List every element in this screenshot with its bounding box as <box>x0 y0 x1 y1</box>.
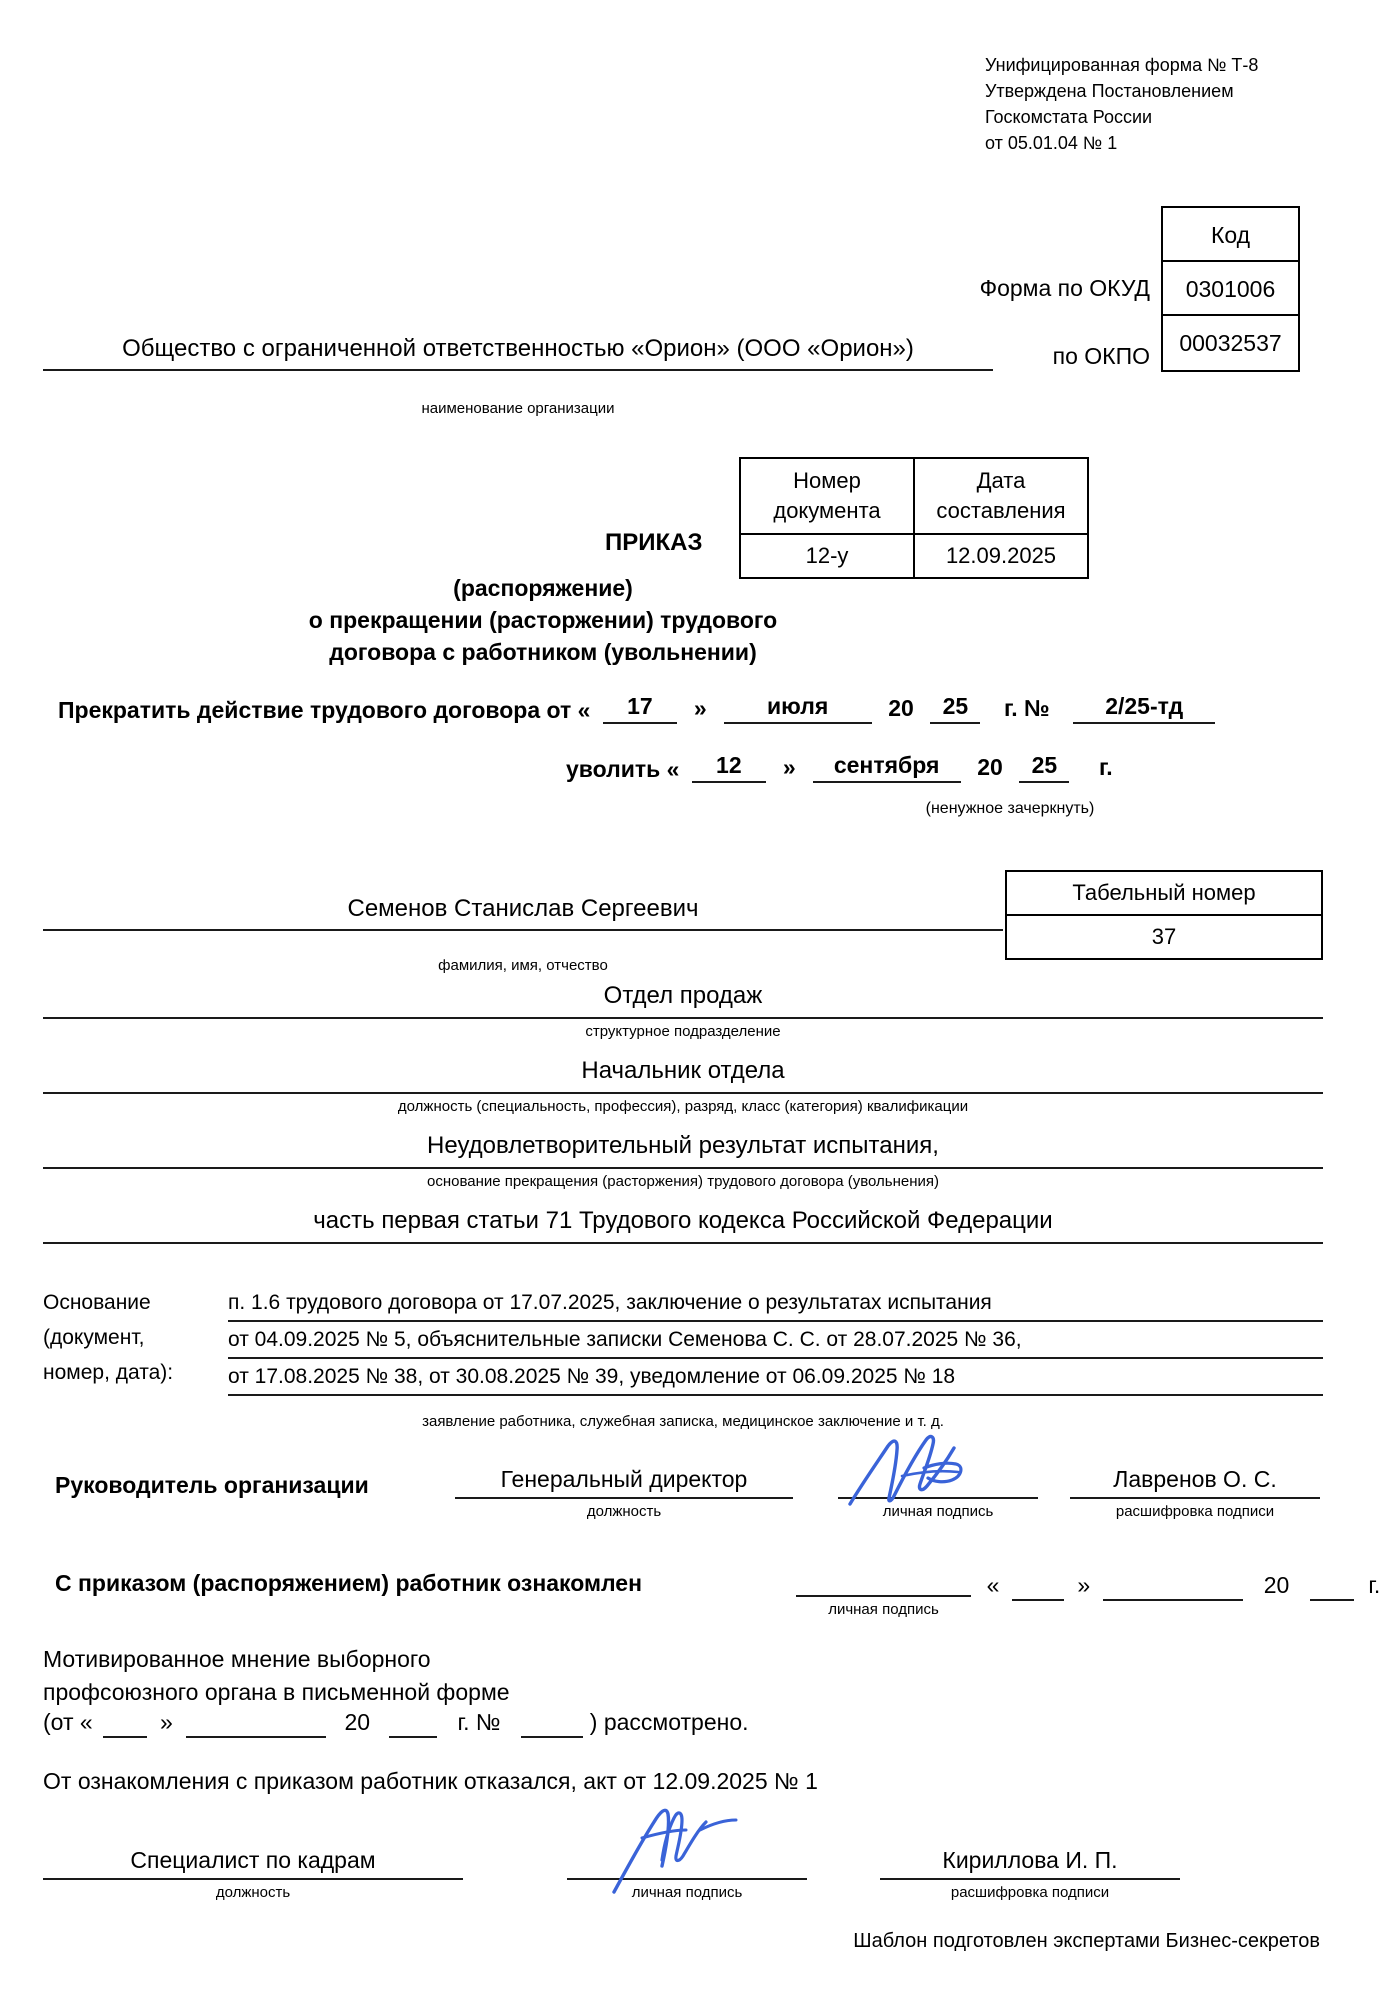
basis-label-line-3: номер, дата): <box>43 1361 174 1384</box>
quote-close-1: » <box>693 695 707 721</box>
department-caption: структурное подразделение <box>585 1022 781 1040</box>
acknowledgement-label-wrap <box>55 1570 642 1597</box>
union-opinion-line-1: Мотивированное мнение выборного <box>43 1646 431 1672</box>
dismiss-year-prefix: 20 <box>977 754 1003 780</box>
order-title-line-1: (распоряжение) <box>453 575 633 601</box>
union-date-row <box>43 1707 749 1738</box>
union-opinion-block <box>43 1643 510 1709</box>
ack-month-field[interactable] <box>1103 1570 1243 1601</box>
hr-position-caption: должность <box>215 1884 291 1901</box>
basis-value-line-3: от 17.08.2025 № 38, от 30.08.2025 № 39, уведомление от 06.09.2025 № 18 <box>228 1359 1323 1396</box>
okud-label: Форма по ОКУД <box>979 275 1150 301</box>
contract-year-field: 25 <box>930 693 980 724</box>
organization-caption: наименование организации <box>421 400 615 417</box>
union-day-field[interactable] <box>103 1707 147 1738</box>
form-header-line-3: Госкомстата России <box>985 107 1153 127</box>
hr-name-value: Кириллова И. П. <box>942 1847 1118 1873</box>
head-name-rule <box>1070 1497 1320 1499</box>
form-header-line-1: Унифицированная форма № Т-8 <box>985 55 1259 75</box>
ack-year-tail: г. <box>1368 1572 1381 1598</box>
dismissal-reason-field <box>43 1132 1323 1190</box>
head-position-value: Генеральный директор <box>500 1466 748 1492</box>
union-quote-close: » <box>160 1709 173 1735</box>
order-title-line-3: договора с работником (увольнении) <box>329 639 757 665</box>
contract-day-field: 17 <box>603 693 677 724</box>
personnel-number-table <box>1005 870 1323 960</box>
doc-number-header: Номер документа <box>740 458 914 534</box>
employee-name-field <box>43 895 1003 931</box>
basis-values <box>228 1285 1323 1396</box>
employee-signature-space[interactable] <box>796 1564 971 1595</box>
dismiss-lead-text: уволить « <box>566 756 680 782</box>
department-rule <box>43 1017 1323 1019</box>
head-signature-label: Руководитель организации <box>55 1472 369 1498</box>
labor-code-article-value: часть первая статьи 71 Трудового кодекса Российской Федерации <box>313 1207 1053 1234</box>
order-title-line-2: о прекращении (расторжении) трудового <box>308 607 778 633</box>
terminate-lead-text: Прекратить действие трудового договора от « <box>58 697 591 723</box>
head-signature-caption: личная подпись <box>882 1503 994 1520</box>
hr-name-field <box>880 1847 1180 1901</box>
basis-labels <box>43 1285 223 1390</box>
union-month-field[interactable] <box>186 1707 326 1738</box>
dismissal-reason-value: Неудовлетворительный результат испытания, <box>427 1132 939 1159</box>
head-name-field <box>1070 1466 1320 1520</box>
dismiss-year-tail: г. <box>1098 754 1113 780</box>
hr-name-caption: расшифровка подписи <box>950 1884 1110 1901</box>
order-title-block <box>43 572 1043 668</box>
form-header-line-2: Утверждена Постановлением <box>985 81 1234 101</box>
basis-value-line-2: от 04.09.2025 № 5, объяснительные записки Семенова С. С. от 28.07.2025 № 36, <box>228 1322 1323 1359</box>
code-table-header: Код <box>1163 208 1298 262</box>
hr-signature-rule <box>567 1878 807 1880</box>
basis-value-line-1: п. 1.6 трудового договора от 17.07.2025, заключение о результатах испытания <box>228 1285 1323 1322</box>
footer-note: Шаблон подготовлен экспертами Бизнес-секретов <box>853 1930 1320 1952</box>
head-position-rule <box>455 1497 793 1499</box>
ack-year-prefix: 20 <box>1263 1572 1290 1598</box>
ack-quote-close: » <box>1077 1572 1091 1598</box>
labor-code-article-field <box>43 1207 1323 1244</box>
ack-year-field[interactable] <box>1310 1570 1354 1601</box>
strike-note: (ненужное зачеркнуть) <box>925 800 1095 817</box>
basis-caption: заявление работника, служебная записка, медицинское заключение и т. д. <box>422 1413 944 1430</box>
personnel-number-header: Табельный номер <box>1007 872 1321 916</box>
acknowledgement-label: С приказом (распоряжением) работник ознакомлен <box>55 1570 642 1596</box>
organization-field <box>43 335 993 371</box>
refusal-statement: От ознакомления с приказом работник отказался, акт от 12.09.2025 № 1 <box>43 1768 818 1794</box>
hr-position-field <box>43 1847 463 1901</box>
union-year-field[interactable] <box>389 1707 437 1738</box>
department-field <box>43 982 1323 1040</box>
ack-quote-open: « <box>986 1572 1000 1598</box>
head-signature-space <box>838 1466 1038 1497</box>
basis-label-line-1: Основание <box>43 1291 151 1314</box>
employee-signature-caption: личная подпись <box>828 1601 939 1618</box>
hr-signature-caption: личная подпись <box>631 1884 743 1901</box>
document-number-date-table <box>739 457 1089 579</box>
basis-label-line-2: (документ, <box>43 1326 145 1349</box>
labor-code-article-rule <box>43 1242 1323 1244</box>
union-opinion-line-2: профсоюзного органа в письменной форме <box>43 1679 510 1705</box>
hr-signature-space <box>567 1847 807 1878</box>
position-caption: должность (специальность, профессия), разряд, класс (категория) квалификации <box>397 1097 969 1115</box>
contract-year-tail: г. № <box>1003 695 1050 721</box>
head-signature-rule <box>838 1497 1038 1499</box>
acknowledgement-date-row <box>980 1570 1388 1601</box>
employee-signature-field <box>796 1564 971 1618</box>
dismiss-month-field: сентября <box>813 752 961 783</box>
dismissal-reason-caption: основание прекращения (расторжения) трудового договора (увольнения) <box>427 1172 939 1190</box>
position-field <box>43 1057 1323 1115</box>
employee-full-name: Семенов Станислав Сергеевич <box>347 895 699 922</box>
doc-date-header: Дата составления <box>914 458 1088 534</box>
doc-number-value: 12-у <box>740 534 914 578</box>
head-position-field <box>455 1466 793 1520</box>
contract-month-field: июля <box>724 693 872 724</box>
quote-close-2: » <box>782 754 796 780</box>
union-number-field[interactable] <box>521 1707 583 1738</box>
contract-number-field: 2/25-тд <box>1073 693 1215 724</box>
form-header-block <box>985 52 1258 156</box>
personnel-number-value: 37 <box>1151 924 1177 949</box>
head-name-caption: расшифровка подписи <box>1115 1503 1275 1520</box>
order-word: ПРИКАЗ <box>605 529 703 556</box>
head-position-caption: должность <box>586 1503 662 1520</box>
hr-position-value: Специалист по кадрам <box>130 1847 376 1873</box>
position-value: Начальник отдела <box>581 1057 785 1084</box>
dismiss-year-field: 25 <box>1019 752 1069 783</box>
code-table <box>1161 206 1300 372</box>
contract-year-prefix: 20 <box>888 695 914 721</box>
dismiss-day-field: 12 <box>692 752 766 783</box>
head-name-value: Лавренов О. С. <box>1113 1466 1277 1492</box>
doc-date-value: 12.09.2025 <box>914 534 1088 578</box>
head-signature-label-wrap <box>55 1472 369 1499</box>
organization-name: Общество с ограниченной ответственностью «Орион» (ООО «Орион») <box>122 335 914 362</box>
hr-name-rule <box>880 1878 1180 1880</box>
organization-rule <box>43 369 993 371</box>
employee-name-rule <box>43 929 1003 931</box>
okpo-label: по ОКПО <box>1052 343 1150 369</box>
hr-position-rule <box>43 1878 463 1880</box>
union-line3-suffix: ) рассмотрено. <box>589 1709 749 1735</box>
union-year-prefix: 20 <box>344 1709 371 1735</box>
okpo-code-value: 00032537 <box>1179 330 1282 356</box>
okud-code-value: 0301006 <box>1163 262 1298 316</box>
terminate-contract-row <box>58 693 1215 724</box>
department-value: Отдел продаж <box>603 982 763 1009</box>
union-number-label: г. № <box>457 1709 501 1735</box>
employee-signature-rule <box>796 1595 971 1597</box>
head-signature-field <box>838 1466 1038 1520</box>
position-rule <box>43 1092 1323 1094</box>
dismiss-row <box>566 752 1136 783</box>
hr-signature-field <box>567 1847 807 1901</box>
employee-name-caption: фамилия, имя, отчество <box>438 957 608 974</box>
dismissal-reason-rule <box>43 1167 1323 1169</box>
ack-day-field[interactable] <box>1012 1570 1064 1601</box>
form-header-line-4: от 05.01.04 № 1 <box>985 133 1118 153</box>
union-line3-prefix: (от « <box>43 1709 93 1735</box>
